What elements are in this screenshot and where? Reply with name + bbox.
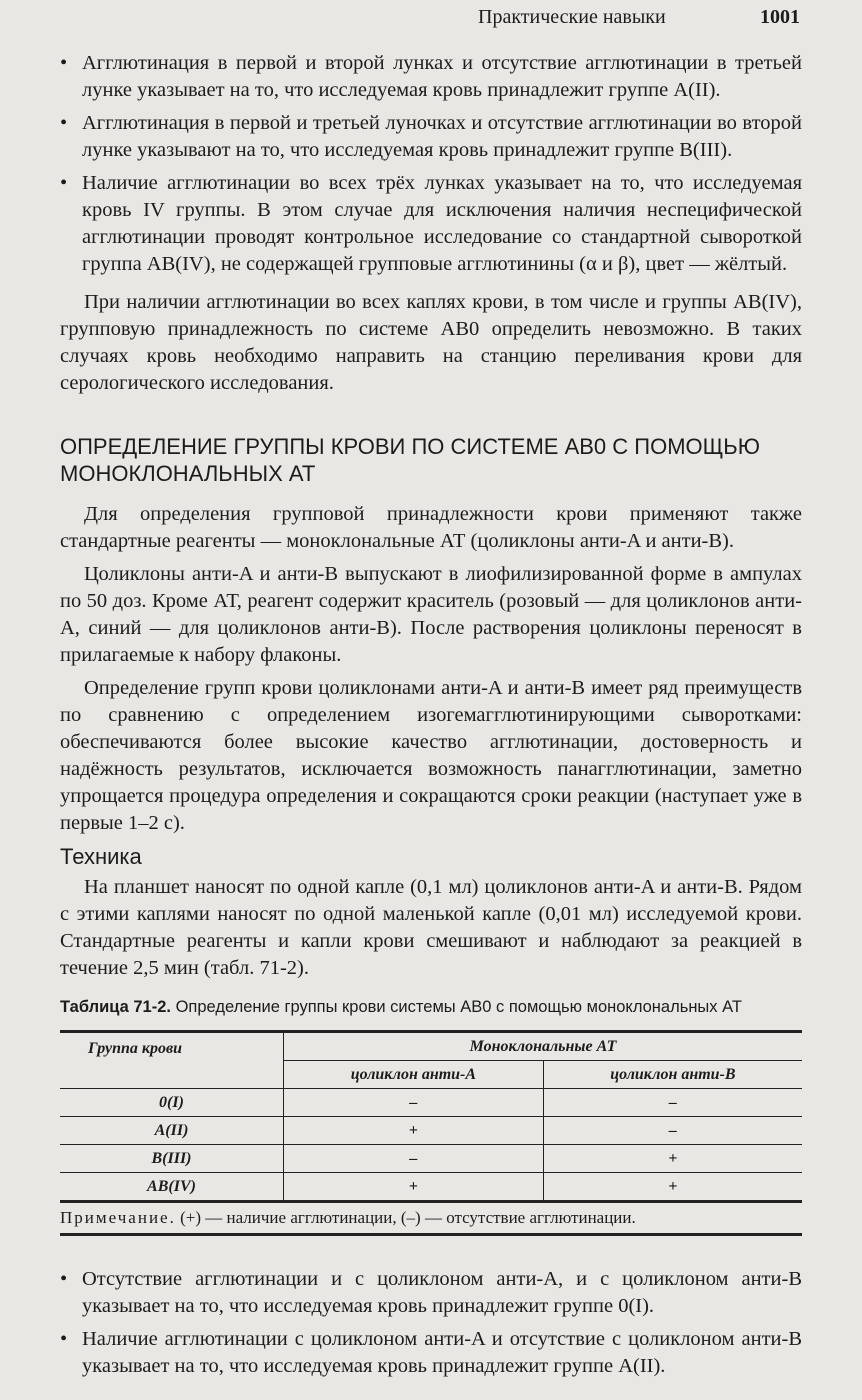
paragraph: Определение групп крови цоликлонами анти-A и анти-B имеет ряд преимуществ по сравнению с определением изогемагглютинирующими сыворотками: обеспечиваются более высокие качество агглютинации, достоверность и надёжность результатов, исключается возможность панагглютинации, заметно упрощается процедура определения и сокращаются сроки реакции (наступает уже в первые 1–2 с).: [60, 677, 802, 834]
paragraph: Для определения групповой принадлежности крови применяют также стандартные реагенты — моноклональные АТ (цоликлоны анти-A и анти-B).: [60, 503, 802, 552]
col-header-a: цоликлон анти-A: [284, 1061, 544, 1089]
note-label: Примечание.: [60, 1208, 176, 1227]
cell-b: –: [543, 1117, 802, 1145]
list-item: • Наличие агглютинации с цоликлоном анти-A и отсутствие с цоликлоном анти-B указывает на то, что исследуемая кровь принадлежит группе A(II).: [60, 1326, 802, 1380]
cell-b: +: [543, 1145, 802, 1173]
running-title: Практические навыки: [478, 6, 666, 28]
cell-group: AB(IV): [60, 1173, 284, 1202]
cell-b: +: [543, 1173, 802, 1202]
body-bottom: [60, 1266, 802, 1380]
cell-group: B(III): [60, 1145, 284, 1173]
table-row: [60, 1145, 802, 1173]
cell-a: –: [284, 1089, 544, 1117]
table-note: [60, 1202, 802, 1235]
subheading: Техника: [60, 844, 142, 869]
table-title: Определение группы крови системы AB0 с помощью моноклональных АТ: [175, 998, 742, 1016]
list-item: • Наличие агглютинации во всех трёх лунках указывает на то, что исследуемая кровь IV группы. В этом случае для исключения наличия неспецифической агглютинации проводят контрольное исследование со стандартной сывороткой группа AB(IV), не содержащей групповые агглютинины (α и β), цвет — жёлтый.: [60, 170, 802, 278]
col-header-b: цоликлон анти-B: [543, 1061, 802, 1089]
col-header-mono: Моноклональные АТ: [284, 1032, 803, 1061]
table-row: [60, 1089, 802, 1117]
cell-a: +: [284, 1173, 544, 1202]
list-item: • Агглютинация в первой и третьей луночках и отсутствие агглютинации во второй лунке указывают на то, что исследуемая кровь принадлежит группе B(III).: [60, 110, 802, 164]
blood-group-table: [60, 1030, 802, 1236]
cell-group: 0(I): [60, 1089, 284, 1117]
cell-b: –: [543, 1089, 802, 1117]
section-heading: ОПРЕДЕЛЕНИЕ ГРУППЫ КРОВИ ПО СИСТЕМЕ AB0 С ПОМОЩЬЮ МОНОКЛОНАЛЬНЫХ АТ: [60, 434, 760, 486]
table-row: [60, 1117, 802, 1145]
body-top: [60, 50, 802, 982]
note-text: (+) — наличие агглютинации, (–) — отсутствие агглютинации.: [180, 1208, 636, 1227]
paragraph: Цоликлоны анти-A и анти-B выпускают в лиофилизированной форме в ампулах по 50 доз. Кроме АТ, реагент содержит краситель (розовый — для цоликлонов анти-A, синий — для цоликлонов анти-B). После растворения цоликлоны переносят в прилагаемые к набору флаконы.: [60, 563, 802, 666]
paragraph: При наличии агглютинации во всех каплях крови, в том числе и группы AB(IV), групповую принадлежность по системе AB0 определить невозможно. В таких случаях кровь необходимо направить на станцию переливания крови для серологического исследования.: [60, 291, 802, 394]
table-label: Таблица 71-2.: [60, 998, 171, 1016]
table-caption: [60, 996, 802, 1018]
table-block: [60, 996, 802, 1236]
col-header-group: Группа крови: [60, 1032, 284, 1089]
page-header: [0, 0, 862, 50]
paragraph: На планшет наносят по одной капле (0,1 мл) цоликлонов анти-A и анти-B. Рядом с этими каплями наносят по одной маленькой капле (0,01 мл) исследуемой крови. Стандартные реагенты и капли крови смешивают и наблюдают за реакцией в течение 2,5 мин (табл. 71-2).: [60, 876, 802, 979]
cell-group: A(II): [60, 1117, 284, 1145]
table-row: [60, 1173, 802, 1202]
cell-a: –: [284, 1145, 544, 1173]
cell-a: +: [284, 1117, 544, 1145]
list-item: • Отсутствие агглютинации и с цоликлоном анти-A, и с цоликлоном анти-B указывает на то, что исследуемая кровь принадлежит группе 0(I).: [60, 1266, 802, 1320]
list-item: • Агглютинация в первой и второй лунках и отсутствие агглютинации в третьей лунке указывает на то, что исследуемая кровь принадлежит группе A(II).: [60, 50, 802, 104]
page-number: 1001: [760, 6, 800, 28]
page-body: [60, 50, 802, 1400]
